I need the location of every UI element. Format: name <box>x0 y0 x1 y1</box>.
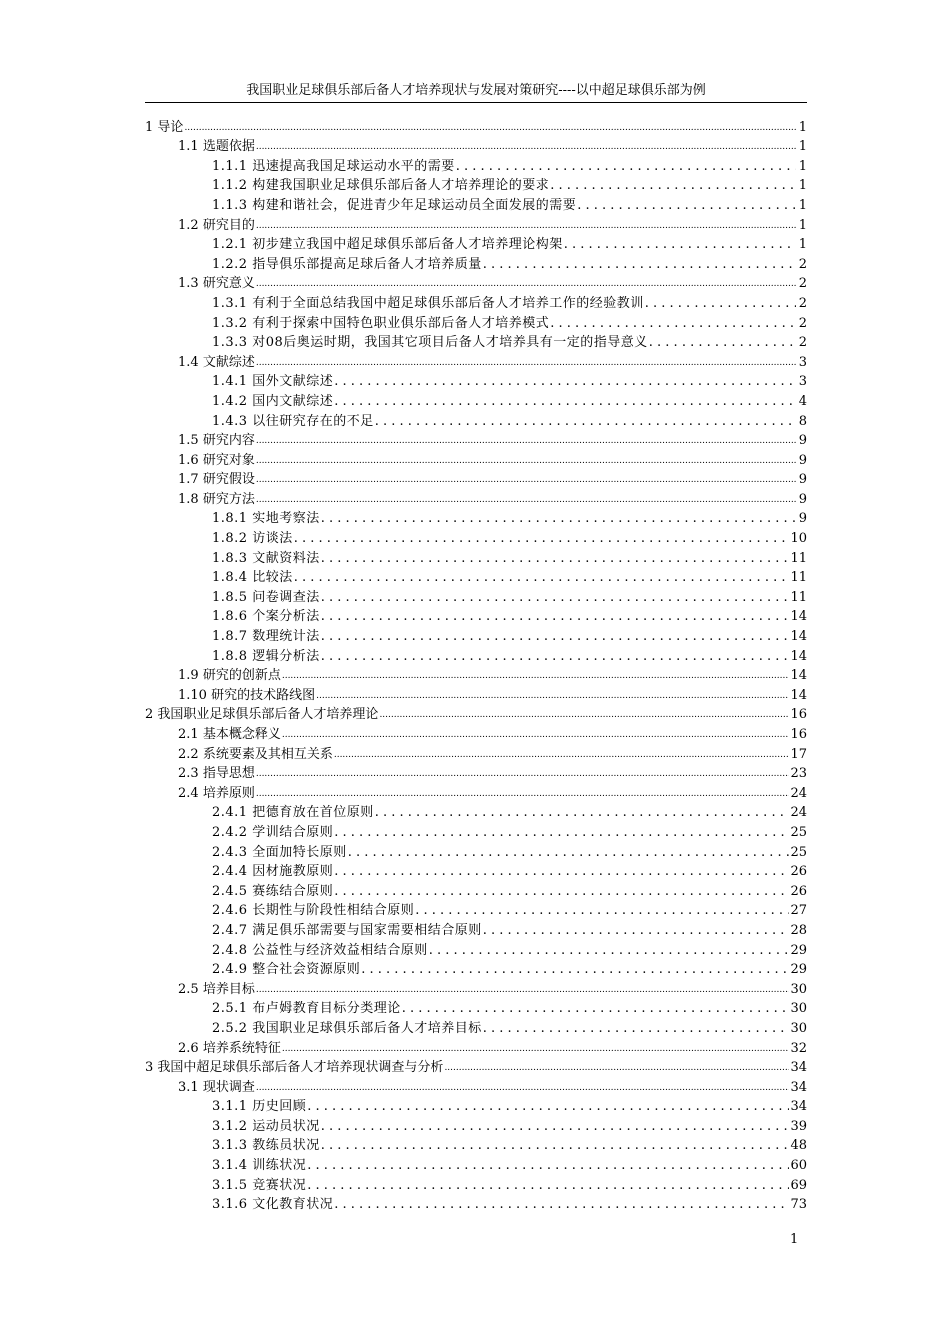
toc-entry-title: 选题依据 <box>202 139 255 155</box>
toc-entry[interactable] <box>145 606 807 626</box>
toc-entry-number: 1.3.3 <box>212 335 248 351</box>
toc-entry-title: 培养系统特征 <box>202 1040 281 1056</box>
toc-entry-number: 1.4.3 <box>212 413 248 429</box>
toc-entry-page: 9 <box>798 491 807 507</box>
toc-entry-page: 1 <box>798 139 807 155</box>
toc-entry[interactable] <box>145 253 807 273</box>
toc-entry-number: 2.2 <box>178 746 199 762</box>
toc-entry-title: 研究对象 <box>202 452 255 468</box>
toc-leader-dots <box>334 747 790 763</box>
toc-leader-dots <box>321 590 790 606</box>
toc-entry-number: 2.3 <box>178 766 199 782</box>
toc-entry-title: 有利于探索中国特色职业俱乐部后备人才培养模式 <box>252 315 550 331</box>
toc-entry-title: 因材施教原则 <box>252 864 334 880</box>
toc-entry[interactable] <box>145 194 807 214</box>
toc-leader-dots <box>256 1080 790 1096</box>
toc-entry-page: 3 <box>798 354 807 370</box>
toc-entry-number: 1.3 <box>178 276 199 292</box>
toc-leader-dots <box>379 707 789 723</box>
toc-entry-title: 国外文献综述 <box>252 374 334 390</box>
toc-entry-number: 2.4.6 <box>212 903 248 919</box>
toc-entry-page: 73 <box>790 1197 807 1213</box>
toc-leader-dots <box>334 394 796 410</box>
toc-entry-title: 运动员状况 <box>252 1118 320 1134</box>
toc-leader-dots <box>321 1119 790 1135</box>
toc-entry-number: 1.3.2 <box>212 315 248 331</box>
toc-entry-title: 以往研究存在的不足 <box>252 413 374 429</box>
toc-entry-title: 培养目标 <box>202 981 255 997</box>
toc-entry[interactable] <box>145 430 807 450</box>
toc-entry-title: 对08后奥运时期，我国其它项目后备人才培养具有一定的指导意义 <box>252 335 648 351</box>
toc-entry[interactable] <box>145 136 807 156</box>
toc-leader-dots <box>184 120 796 136</box>
toc-entry-page: 29 <box>790 962 807 978</box>
toc-entry-page: 26 <box>790 864 807 880</box>
toc-entry[interactable] <box>145 821 807 841</box>
toc-entry[interactable] <box>145 488 807 508</box>
table-of-contents <box>145 116 807 1213</box>
toc-leader-dots <box>550 178 796 194</box>
toc-entry-number: 2.4.2 <box>212 824 248 840</box>
toc-entry-title: 我国中超足球俱乐部后备人才培养现状调查与分析 <box>157 1060 444 1076</box>
toc-entry-title: 研究的创新点 <box>202 668 281 684</box>
toc-entry[interactable] <box>145 861 807 881</box>
toc-leader-dots <box>375 414 796 430</box>
toc-entry-title: 竞赛状况 <box>252 1177 307 1193</box>
toc-entry-page: 14 <box>790 648 807 664</box>
toc-leader-dots <box>429 943 790 959</box>
toc-entry-page: 30 <box>790 1001 807 1017</box>
toc-entry[interactable] <box>145 586 807 606</box>
toc-entry-title: 迅速提高我国足球运动水平的需要 <box>252 158 455 174</box>
toc-entry[interactable] <box>145 175 807 195</box>
toc-entry[interactable] <box>145 155 807 175</box>
toc-entry-number: 1.10 <box>178 687 207 703</box>
toc-entry-page: 1 <box>798 237 807 253</box>
toc-leader-dots <box>577 198 796 214</box>
toc-entry[interactable] <box>145 1174 807 1194</box>
toc-entry[interactable] <box>145 880 807 900</box>
toc-entry-title: 文化教育状况 <box>252 1197 334 1213</box>
toc-leader-dots <box>483 923 790 939</box>
toc-leader-dots <box>256 766 790 782</box>
toc-entry-number: 2.4.3 <box>212 844 248 860</box>
toc-entry-title: 文献资料法 <box>252 550 320 566</box>
toc-leader-dots <box>316 688 789 704</box>
toc-entry[interactable] <box>145 292 807 312</box>
toc-entry-number: 1.4.1 <box>212 374 248 390</box>
toc-entry-number: 1.5 <box>178 433 199 449</box>
toc-entry-title: 个案分析法 <box>252 609 320 625</box>
toc-entry[interactable] <box>145 645 807 665</box>
toc-entry-title: 训练状况 <box>252 1158 307 1174</box>
toc-entry[interactable] <box>145 469 807 489</box>
toc-entry[interactable] <box>145 390 807 410</box>
toc-leader-dots <box>294 570 790 586</box>
toc-entry[interactable] <box>145 684 807 704</box>
toc-leader-dots <box>321 649 790 665</box>
toc-entry-title: 研究内容 <box>202 433 255 449</box>
toc-entry[interactable] <box>145 959 807 979</box>
toc-leader-dots <box>334 374 796 390</box>
toc-entry-page: 1 <box>798 178 807 194</box>
toc-entry-title: 把德育放在首位原则 <box>252 805 374 821</box>
toc-entry-title: 赛练结合原则 <box>252 883 334 899</box>
toc-entry-page: 34 <box>790 1099 807 1115</box>
toc-entry-page: 9 <box>798 433 807 449</box>
toc-entry-title: 布卢姆教育目标分类理论 <box>252 1001 401 1017</box>
toc-entry-number: 2.4.7 <box>212 922 248 938</box>
toc-leader-dots <box>645 296 796 312</box>
toc-entry-number: 1.8.8 <box>212 648 248 664</box>
toc-entry-page: 30 <box>790 1020 807 1036</box>
toc-leader-dots <box>256 276 796 292</box>
toc-entry-number: 2.4.9 <box>212 962 248 978</box>
toc-entry-title: 满足俱乐部需要与国家需要相结合原则 <box>252 922 482 938</box>
toc-entry-number: 2.4 <box>178 785 199 801</box>
toc-leader-dots <box>361 962 789 978</box>
toc-entry-number: 1.9 <box>178 668 199 684</box>
toc-entry[interactable] <box>145 449 807 469</box>
toc-entry-page: 14 <box>790 609 807 625</box>
toc-leader-dots <box>483 257 796 273</box>
toc-entry-number: 1.8.2 <box>212 531 248 547</box>
toc-entry-title: 长期性与阶段性相结合原则 <box>252 903 415 919</box>
toc-leader-dots <box>256 492 796 508</box>
toc-entry-page: 1 <box>798 158 807 174</box>
toc-entry-number: 1.4 <box>178 354 199 370</box>
toc-entry-number: 1.1.2 <box>212 178 248 194</box>
toc-entry-number: 1.2.2 <box>212 256 248 272</box>
toc-entry[interactable] <box>145 802 807 822</box>
page-header: 我国职业足球俱乐部后备人才培养现状与发展对策研究----以中超足球俱乐部为例 <box>246 83 706 98</box>
toc-entry-title: 历史回顾 <box>252 1099 307 1115</box>
toc-entry-page: 11 <box>790 589 807 605</box>
toc-entry-number: 2.5.2 <box>212 1020 248 1036</box>
toc-entry-page: 2 <box>798 295 807 311</box>
toc-entry-page: 2 <box>798 315 807 331</box>
toc-leader-dots <box>348 845 790 861</box>
toc-entry[interactable] <box>145 978 807 998</box>
toc-entry-number: 1.8.4 <box>212 570 248 586</box>
toc-entry-page: 14 <box>790 687 807 703</box>
toc-entry-number: 1.2.1 <box>212 237 248 253</box>
toc-entry-title: 研究目的 <box>202 217 255 233</box>
toc-entry-page: 25 <box>790 824 807 840</box>
toc-entry-page: 9 <box>798 452 807 468</box>
toc-leader-dots <box>444 1060 789 1076</box>
toc-entry-page: 26 <box>790 883 807 899</box>
toc-entry[interactable] <box>145 841 807 861</box>
toc-entry-title: 指导思想 <box>202 766 255 782</box>
toc-entry-page: 11 <box>790 550 807 566</box>
toc-leader-dots <box>256 982 790 998</box>
toc-entry-number: 2.4.4 <box>212 864 248 880</box>
toc-entry-title: 学训结合原则 <box>252 824 334 840</box>
toc-entry-number: 1.1 <box>178 139 199 155</box>
toc-leader-dots <box>375 805 790 821</box>
toc-entry-page: 14 <box>790 668 807 684</box>
toc-entry-page: 2 <box>798 335 807 351</box>
toc-leader-dots <box>564 237 796 253</box>
toc-entry[interactable] <box>145 1135 807 1155</box>
header-rule <box>145 102 807 103</box>
toc-entry-title: 构建我国职业足球俱乐部后备人才培养理论的要求 <box>252 178 550 194</box>
toc-leader-dots <box>307 1099 789 1115</box>
toc-entry-number: 3.1.3 <box>212 1138 248 1154</box>
toc-entry-page: 4 <box>798 393 807 409</box>
toc-entry-page: 69 <box>790 1177 807 1193</box>
toc-entry-page: 28 <box>790 922 807 938</box>
toc-entry-page: 2 <box>798 256 807 272</box>
toc-leader-dots <box>321 1138 790 1154</box>
toc-entry[interactable] <box>145 998 807 1018</box>
toc-entry[interactable] <box>145 939 807 959</box>
toc-entry-title: 文献综述 <box>202 354 255 370</box>
toc-entry-number: 1.8.7 <box>212 629 248 645</box>
toc-entry[interactable] <box>145 1194 807 1214</box>
toc-entry-page: 24 <box>790 805 807 821</box>
toc-entry-page: 8 <box>798 413 807 429</box>
toc-leader-dots <box>415 903 789 919</box>
toc-entry[interactable] <box>145 273 807 293</box>
toc-entry-number: 3.1.4 <box>212 1158 248 1174</box>
toc-entry-number: 1.8.1 <box>212 511 248 527</box>
toc-entry-number: 2.5.1 <box>212 1001 248 1017</box>
toc-entry-number: 1.1.3 <box>212 197 248 213</box>
toc-entry-number: 1 <box>145 119 154 135</box>
toc-entry-number: 3.1.2 <box>212 1118 248 1134</box>
toc-entry-title: 国内文献综述 <box>252 393 334 409</box>
toc-entry-title: 初步建立我国中超足球俱乐部后备人才培养理论构架 <box>252 237 563 253</box>
toc-entry-page: 11 <box>790 570 807 586</box>
toc-leader-dots <box>321 511 796 527</box>
toc-leader-dots <box>256 786 790 802</box>
toc-entry[interactable] <box>145 625 807 645</box>
toc-entry-page: 14 <box>790 629 807 645</box>
toc-entry-page: 1 <box>798 119 807 135</box>
toc-entry[interactable] <box>145 332 807 352</box>
toc-entry-page: 29 <box>790 942 807 958</box>
toc-entry-page: 25 <box>790 844 807 860</box>
toc-entry[interactable] <box>145 410 807 430</box>
toc-entry-page: 23 <box>790 766 807 782</box>
toc-leader-dots <box>321 551 790 567</box>
toc-entry-page: 9 <box>798 511 807 527</box>
toc-entry-page: 17 <box>790 746 807 762</box>
toc-entry-title: 构建和谐社会，促进青少年足球运动员全面发展的需要 <box>252 197 577 213</box>
toc-entry[interactable] <box>145 704 807 724</box>
toc-entry-number: 2.5 <box>178 981 199 997</box>
toc-entry-page: 32 <box>790 1040 807 1056</box>
toc-entry-title: 有利于全面总结我国中超足球俱乐部后备人才培养工作的经验教训 <box>252 295 644 311</box>
toc-entry-number: 3.1 <box>178 1079 199 1095</box>
toc-entry-page: 39 <box>790 1118 807 1134</box>
toc-entry-title: 教练员状况 <box>252 1138 320 1154</box>
toc-entry[interactable] <box>145 116 807 136</box>
toc-leader-dots <box>334 825 789 841</box>
toc-entry[interactable] <box>145 567 807 587</box>
toc-entry-number: 2.1 <box>178 727 199 742</box>
toc-entry-page: 16 <box>790 707 807 723</box>
toc-entry[interactable] <box>145 351 807 371</box>
toc-leader-dots <box>334 1197 789 1213</box>
toc-entry-page: 34 <box>790 1079 807 1095</box>
toc-entry-number: 1.3.1 <box>212 295 248 311</box>
toc-leader-dots <box>294 531 790 547</box>
toc-entry-number: 1.8.6 <box>212 609 248 625</box>
toc-entry-page: 3 <box>798 374 807 390</box>
toc-entry[interactable] <box>145 1154 807 1174</box>
toc-leader-dots <box>282 1041 790 1057</box>
toc-entry[interactable] <box>145 312 807 332</box>
toc-leader-dots <box>282 727 790 743</box>
toc-leader-dots <box>256 139 796 155</box>
toc-leader-dots <box>256 453 796 469</box>
toc-entry-title: 公益性与经济效益相结合原则 <box>252 942 428 958</box>
toc-entry-page: 1 <box>798 217 807 233</box>
toc-leader-dots <box>321 609 790 625</box>
toc-entry-page: 27 <box>790 903 807 919</box>
toc-leader-dots <box>456 159 796 175</box>
toc-entry-title: 现状调查 <box>202 1079 255 1095</box>
toc-entry-title: 我国职业足球俱乐部后备人才培养目标 <box>252 1020 482 1036</box>
toc-entry[interactable] <box>145 782 807 802</box>
toc-entry-title: 基本概念释义 <box>202 727 281 742</box>
toc-entry[interactable] <box>145 371 807 391</box>
toc-entry-number: 2.6 <box>178 1040 199 1056</box>
toc-leader-dots <box>307 1158 789 1174</box>
toc-entry[interactable] <box>145 1017 807 1037</box>
toc-entry-number: 3.1.6 <box>212 1197 248 1213</box>
toc-entry-number: 1.6 <box>178 452 199 468</box>
toc-entry-number: 2.4.8 <box>212 942 248 958</box>
page-number: 1 <box>790 1232 799 1247</box>
toc-leader-dots <box>256 433 796 449</box>
toc-entry[interactable] <box>145 527 807 547</box>
toc-entry-title: 比较法 <box>252 570 293 586</box>
toc-entry-page: 16 <box>790 727 807 742</box>
toc-entry-title: 实地考察法 <box>252 511 320 527</box>
toc-leader-dots <box>282 668 790 684</box>
toc-entry-page: 10 <box>790 531 807 547</box>
toc-entry[interactable] <box>145 214 807 234</box>
toc-entry[interactable] <box>145 665 807 685</box>
toc-entry-page: 9 <box>798 472 807 488</box>
toc-entry-title: 指导俱乐部提高足球后备人才培养质量 <box>252 256 482 272</box>
toc-entry-title: 研究假设 <box>202 472 255 488</box>
toc-entry-title: 导论 <box>157 119 184 135</box>
toc-entry-title: 研究意义 <box>202 276 255 292</box>
toc-entry-number: 1.8.3 <box>212 550 248 566</box>
toc-leader-dots <box>256 472 796 488</box>
toc-entry-number: 2.4.5 <box>212 883 248 899</box>
toc-entry[interactable] <box>145 508 807 528</box>
toc-entry-page: 34 <box>790 1060 807 1076</box>
toc-entry-title: 研究的技术路线图 <box>211 687 316 703</box>
toc-entry[interactable] <box>145 763 807 783</box>
toc-entry-page: 1 <box>798 197 807 213</box>
toc-entry-title: 问卷调查法 <box>252 589 320 605</box>
toc-leader-dots <box>402 1001 790 1017</box>
toc-entry[interactable] <box>145 1115 807 1135</box>
toc-entry-number: 1.1.1 <box>212 158 248 174</box>
toc-entry-number: 1.7 <box>178 472 199 488</box>
toc-entry[interactable] <box>145 900 807 920</box>
toc-leader-dots <box>334 884 789 900</box>
toc-entry[interactable] <box>145 743 807 763</box>
toc-leader-dots <box>550 316 796 332</box>
toc-entry-page: 48 <box>790 1138 807 1154</box>
toc-leader-dots <box>334 864 789 880</box>
toc-entry-title: 培养原则 <box>202 785 255 801</box>
toc-entry[interactable] <box>145 723 807 743</box>
toc-leader-dots <box>649 335 796 351</box>
toc-entry-title: 全面加特长原则 <box>252 844 347 860</box>
toc-entry-title: 访谈法 <box>252 531 293 547</box>
toc-leader-dots <box>321 629 790 645</box>
toc-entry-number: 3.1.1 <box>212 1099 248 1115</box>
toc-entry-number: 1.8 <box>178 491 199 507</box>
toc-entry-title: 系统要素及其相互关系 <box>202 746 333 762</box>
toc-entry[interactable] <box>145 1037 807 1057</box>
toc-entry[interactable] <box>145 1057 807 1077</box>
toc-entry[interactable] <box>145 1096 807 1116</box>
toc-entry-number: 3.1.5 <box>212 1177 248 1193</box>
toc-entry-title: 数理统计法 <box>252 629 320 645</box>
toc-entry-number: 2.4.1 <box>212 805 248 821</box>
toc-entry-page: 2 <box>798 276 807 292</box>
toc-entry-number: 1.4.2 <box>212 393 248 409</box>
toc-leader-dots <box>256 355 796 371</box>
toc-entry-number: 1.8.5 <box>212 589 248 605</box>
toc-leader-dots <box>483 1021 790 1037</box>
toc-entry-title: 研究方法 <box>202 491 255 507</box>
toc-entry[interactable] <box>145 547 807 567</box>
toc-entry-number: 1.2 <box>178 217 199 233</box>
toc-entry-title: 整合社会资源原则 <box>252 962 361 978</box>
toc-entry[interactable] <box>145 919 807 939</box>
toc-entry-page: 24 <box>790 785 807 801</box>
toc-leader-dots <box>256 218 796 234</box>
toc-entry-page: 60 <box>790 1158 807 1174</box>
toc-leader-dots <box>307 1178 789 1194</box>
toc-entry-number: 3 <box>145 1060 154 1076</box>
toc-entry-page: 30 <box>790 981 807 997</box>
toc-entry-title: 我国职业足球俱乐部后备人才培养理论 <box>157 707 379 723</box>
toc-entry[interactable] <box>145 234 807 254</box>
toc-entry-title: 逻辑分析法 <box>252 648 320 664</box>
toc-entry-number: 2 <box>145 707 154 723</box>
toc-entry[interactable] <box>145 1076 807 1096</box>
